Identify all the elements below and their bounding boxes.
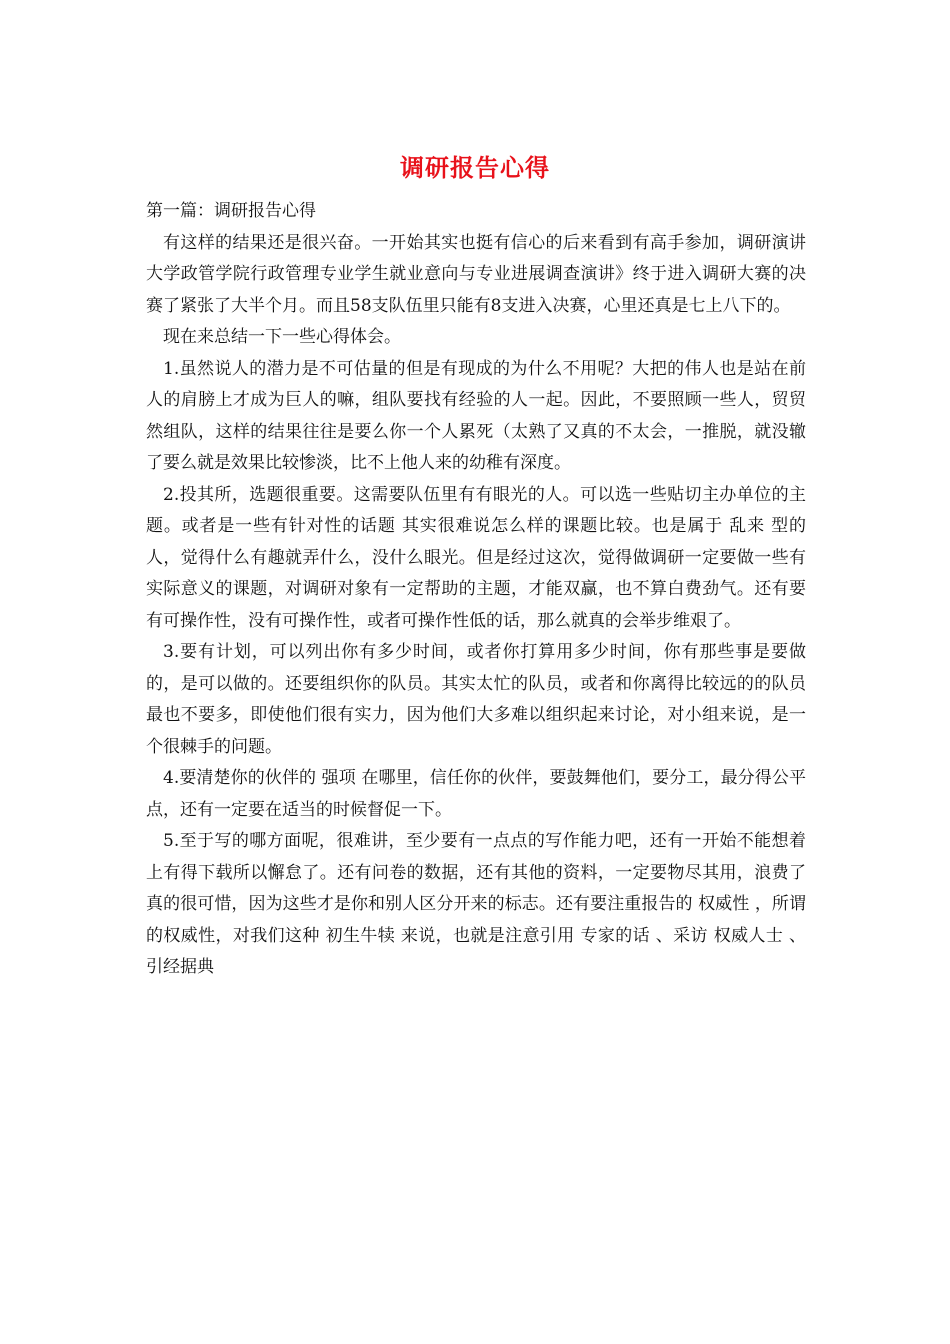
paragraph-point-3: 3.要有计划，可以列出你有多少时间，或者你打算用多少时间，你有那些事是要做的，是可以做的。还要组织你的队员。其实太忙的队员，或者和你离得比较远的的队员最也不要多，即使他们很有实力，因为他们大多难以组织起来讨论，对小组来说，是一个很棘手的问题。 bbox=[146, 642, 806, 757]
paragraph-intro: 有这样的结果还是很兴奋。一开始其实也挺有信心的后来看到有高手参加，调研演讲 大学政管学院行政管理专业学生就业意向与专业进展调查演讲》终于进入调研大赛的决赛了紧张了大半个月。而且58支队伍里只能有8支进入决赛，心里还真是七上八下的。 bbox=[146, 232, 806, 316]
paragraph-point-4: 4.要清楚你的伙伴的 强项 在哪里，信任你的伙伴，要鼓舞他们，要分工，最分得公平点，还有一定要在适当的时候督促一下。 bbox=[146, 768, 806, 820]
paragraph-point-2: 2.投其所，选题很重要。这需要队伍里有有眼光的人。可以选一些贴切主办单位的主题。或者是一些有针对性的话题 其实很难说怎么样的课题比较。也是属于 乱来 型的人，觉得什么有趣就弄什么，没什么眼光。但是经过这次，觉得做调研一定要做一些有实际意义的课题，对调研对象有一定帮助的主题，才能双赢，也不算白费劲气。还有要有可操作性，没有可操作性，或者可操作性低的话，那么就真的会举步维艰了。 bbox=[146, 484, 806, 631]
document-body bbox=[146, 196, 806, 984]
document-subtitle: 第一篇：调研报告心得 bbox=[146, 201, 316, 221]
paragraph-summary-lead: 现在来总结一下一些心得体会。 bbox=[163, 327, 401, 347]
paragraph-point-1: 1.虽然说人的潜力是不可估量的但是有现成的为什么不用呢？大把的伟人也是站在前人的肩膀上才成为巨人的嘛，组队要找有经验的人一起。因此，不要照顾一些人，贸贸然组队，这样的结果往往是要么你一个人累死（太熟了又真的不太会，一推脱，就没辙了要么就是效果比较惨淡，比不上他人来的幼稚有深度。 bbox=[146, 358, 806, 473]
paragraph-point-5: 5.至于写的哪方面呢，很难讲，至少要有一点点的写作能力吧，还有一开始不能想着上有得下载所以懈怠了。还有问卷的数据，还有其他的资料，一定要物尽其用，浪费了真的很可惜，因为这些才是你和别人区分开来的标志。还有要注重报告的 权威性 ，所谓的权威性，对我们这种 初生牛犊 来说，也就是注意引用 专家的话 、采访 权威人士 、 引经据典 bbox=[146, 831, 806, 977]
document-title: 调研报告心得 bbox=[400, 153, 550, 182]
